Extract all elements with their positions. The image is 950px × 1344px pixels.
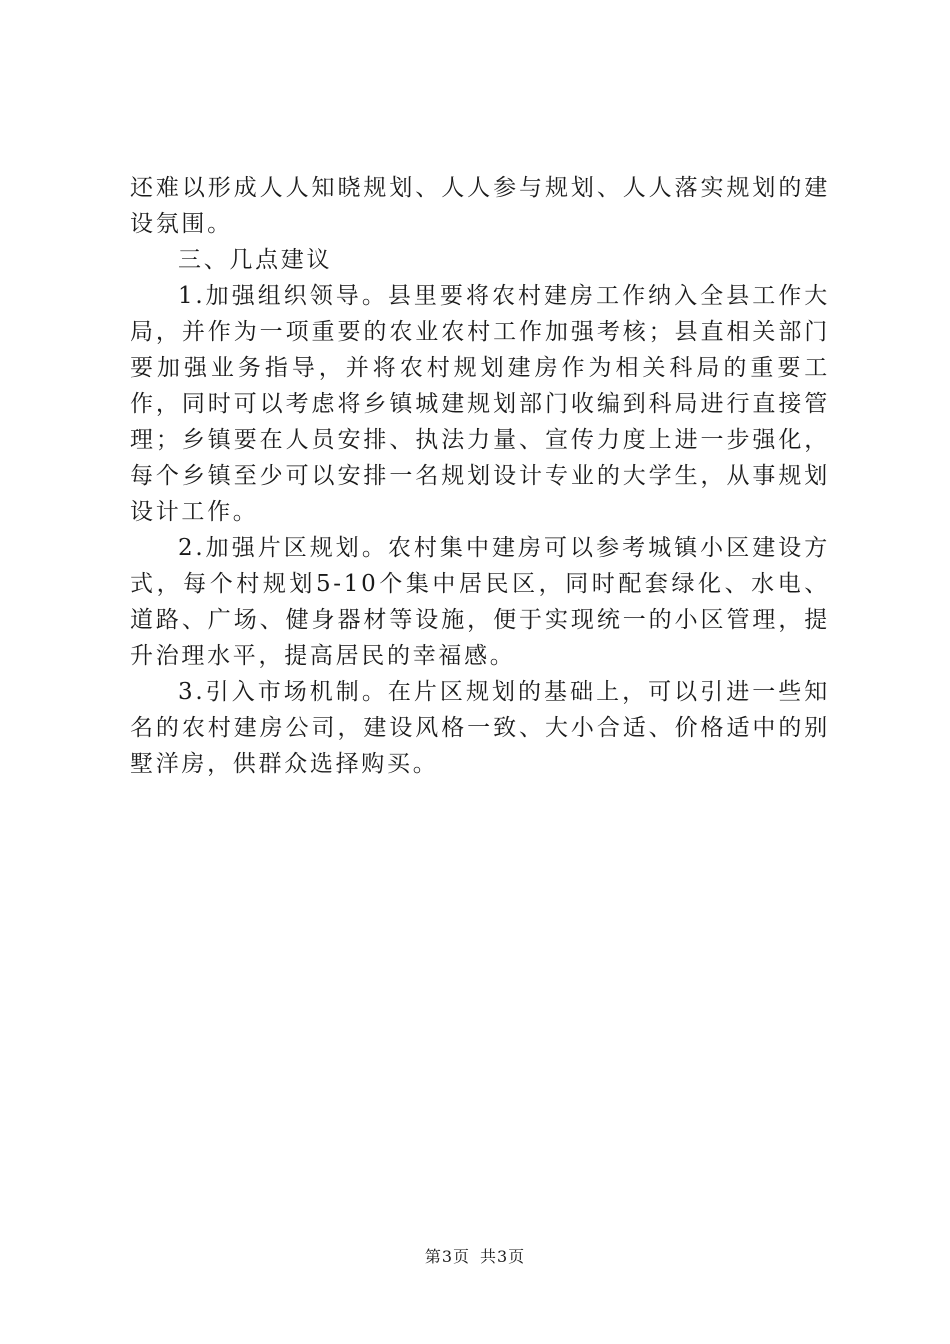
page-footer — [0, 1244, 950, 1267]
page-number: 第3页 — [424, 1247, 470, 1266]
document-body — [130, 170, 830, 782]
page-total: 共3页 — [480, 1247, 526, 1266]
paragraph-suggestion-1: 1.加强组织领导。县里要将农村建房工作纳入全县工作大局，并作为一项重要的农业农村工作加强考核；县直相关部门要加强业务指导，并将农村规划建房作为相关科局的重要工作，同时可以考虑将乡镇城建规划部门收编到科局进行直接管理；乡镇要在人员安排、执法力量、宣传力度上进一步强化，每个乡镇至少可以安排一名规划设计专业的大学生，从事规划设计工作。 — [130, 283, 830, 525]
section-heading: 三、几点建议 — [178, 247, 333, 273]
paragraph-suggestion-2: 2.加强片区规划。农村集中建房可以参考城镇小区建设方式，每个村规划5-10个集中居民区，同时配套绿化、水电、道路、广场、健身器材等设施，便于实现统一的小区管理，提升治理水平，提高居民的幸福感。 — [130, 535, 830, 669]
paragraph-suggestion-3: 3.引入市场机制。在片区规划的基础上，可以引进一些知名的农村建房公司，建设风格一致、大小合适、价格适中的别墅洋房，供群众选择购买。 — [130, 679, 830, 777]
paragraph-continuation: 还难以形成人人知晓规划、人人参与规划、人人落实规划的建设氛围。 — [130, 175, 830, 237]
